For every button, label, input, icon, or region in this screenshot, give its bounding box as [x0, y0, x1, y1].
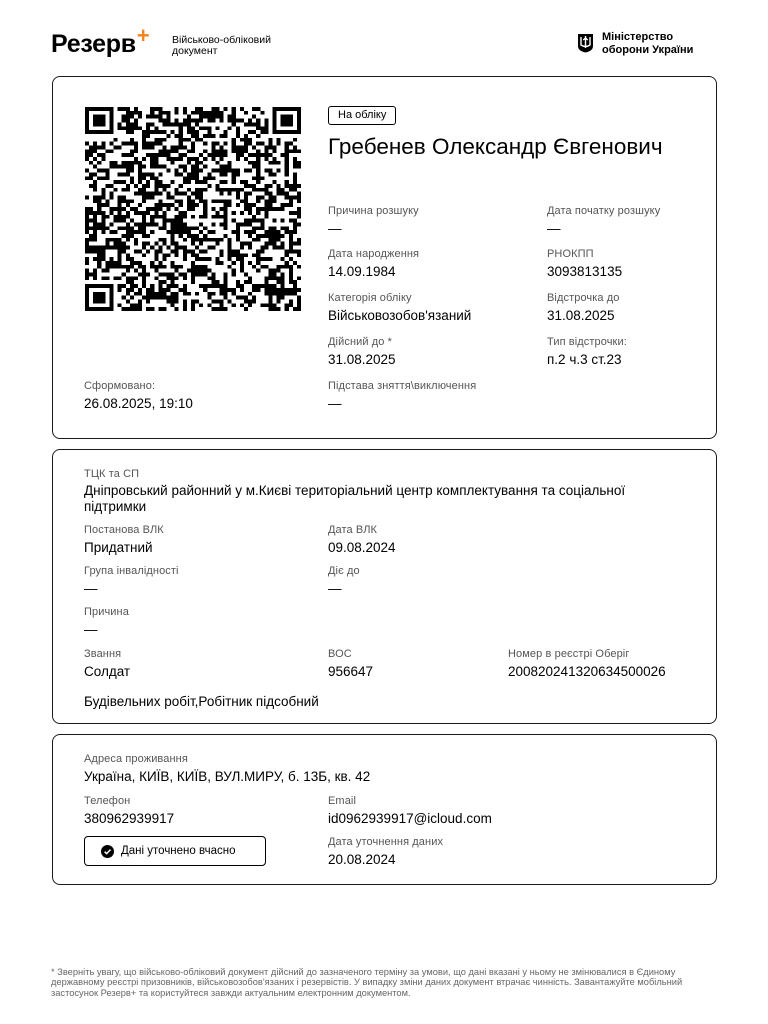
- field-value: Солдат: [84, 664, 131, 679]
- field-value: —: [328, 581, 342, 596]
- field-label: Номер в реєстрі Оберіг: [508, 648, 630, 660]
- brand-plus: +: [136, 23, 150, 48]
- field-label: Відстрочка до: [547, 292, 620, 304]
- rank-field: [84, 648, 130, 680]
- qr-code[interactable]: [85, 107, 301, 311]
- field-label: Сформовано:: [84, 380, 156, 392]
- field-value: п.2 ч.3 ст.23: [547, 352, 622, 367]
- field-value: Військовозобов'язаний: [328, 308, 472, 323]
- footnote: * Зверніть увагу, що військово-обліковий документ дійсний до зазначеного терміну за умови, що дані вказані у ньому не змінювалися в Єдиному державному реєстрі призовників, військовозобов'язаних і резервістів. У випадку зміни даних документ втрачає чинність. Завантажуйте мобільний застосунок Резерв+ та користуйтеся завжди актуальним електронним документом.: [51, 967, 683, 998]
- vlk-decision-field: [84, 524, 164, 556]
- field-label: Причина розшуку: [328, 205, 419, 217]
- field-value: 20.08.2024: [328, 852, 396, 867]
- field-value: —: [84, 581, 98, 596]
- service-card: [52, 449, 717, 724]
- registry-number-field: [508, 648, 666, 680]
- tcc-field: [84, 468, 684, 515]
- address-field: [84, 753, 684, 785]
- field-label: ТЦК та СП: [84, 468, 140, 480]
- birth-date-field: [328, 248, 419, 280]
- field-value: 26.08.2025, 19:10: [84, 396, 193, 411]
- field-value: Придатний: [84, 540, 153, 555]
- field-value: 3093813135: [547, 264, 623, 279]
- field-value: Дніпровський районний у м.Києві територіальний центр комплектування та соціальної підтримки: [84, 483, 626, 514]
- field-label: Адреса проживання: [84, 753, 188, 765]
- field-label: Постанова ВЛК: [84, 524, 164, 536]
- vlk-date-field: [328, 524, 396, 556]
- brand-logo: [51, 23, 150, 59]
- field-label: Дата ВЛК: [328, 524, 378, 536]
- field-label: Категорія обліку: [328, 292, 412, 304]
- field-value: 14.09.1984: [328, 264, 396, 279]
- field-value: 200820241320634500026: [508, 664, 666, 679]
- field-label: Телефон: [84, 795, 131, 807]
- field-label: Дата початку розшуку: [547, 205, 661, 217]
- field-value: id0962939917@icloud.com: [328, 811, 492, 826]
- field-value: 31.08.2025: [328, 352, 396, 367]
- category-field: [328, 292, 471, 324]
- specialty: Будівельних робіт,Робітник підсобний: [84, 694, 319, 709]
- ministry-logo: [577, 31, 717, 56]
- document-type: Військово-обліковий документ: [172, 34, 271, 57]
- field-label: Підстава зняття\виключення: [328, 380, 477, 392]
- confirm-label: Дані уточнено вчасно: [121, 845, 236, 857]
- field-value: —: [547, 221, 561, 236]
- field-label: Дійсний до *: [328, 336, 393, 348]
- field-value: 31.08.2025: [547, 308, 615, 323]
- field-label: Звання: [84, 648, 122, 660]
- field-label: ВОС: [328, 648, 352, 660]
- tax-id-field: [547, 248, 622, 280]
- field-label: Дата народження: [328, 248, 420, 260]
- disability-group-field: [84, 565, 179, 597]
- field-value: Україна, КИЇВ, КИЇВ, ВУЛ.МИРУ, б. 13Б, кв. 42: [84, 769, 371, 784]
- search-reason-field: [328, 205, 419, 237]
- valid-until-field: [328, 565, 360, 597]
- field-value: 09.08.2024: [328, 540, 396, 555]
- full-name: Гребенев Олександр Євгенович: [328, 134, 663, 159]
- field-value: 380962939917: [84, 811, 175, 826]
- email-field: [328, 795, 492, 827]
- deferral-type-field: [547, 336, 627, 368]
- ministry-name: Міністерство оборони України: [602, 31, 694, 56]
- status-badge: На обліку: [328, 106, 396, 125]
- field-label: Діє до: [328, 565, 360, 577]
- removal-basis-field: [328, 380, 476, 412]
- data-confirmed-button[interactable]: [84, 836, 266, 866]
- field-label: РНОКПП: [547, 248, 594, 260]
- qr-modules: [85, 107, 301, 311]
- field-value: —: [328, 221, 342, 236]
- search-start-field: [547, 205, 660, 237]
- field-label: Тип відстрочки:: [547, 336, 627, 348]
- field-value: —: [328, 396, 342, 411]
- contact-card: [52, 734, 717, 885]
- brand-name: Резерв: [51, 30, 136, 58]
- identity-card: [52, 76, 717, 439]
- field-label: Група інвалідності: [84, 565, 179, 577]
- update-date-field: [328, 836, 443, 868]
- field-label: Email: [328, 795, 357, 807]
- generated-field: [84, 380, 193, 412]
- trident-icon: [577, 33, 594, 53]
- field-label: Причина: [84, 606, 129, 618]
- deferral-until-field: [547, 292, 620, 324]
- field-value: —: [84, 622, 98, 637]
- header: [0, 0, 768, 70]
- field-label: Дата уточнення даних: [328, 836, 444, 848]
- vos-field: [328, 648, 373, 680]
- reason-field: [84, 606, 129, 638]
- phone-field: [84, 795, 174, 827]
- valid-until-field: [328, 336, 396, 368]
- check-circle-icon: [101, 845, 114, 858]
- field-value: 956647: [328, 664, 374, 679]
